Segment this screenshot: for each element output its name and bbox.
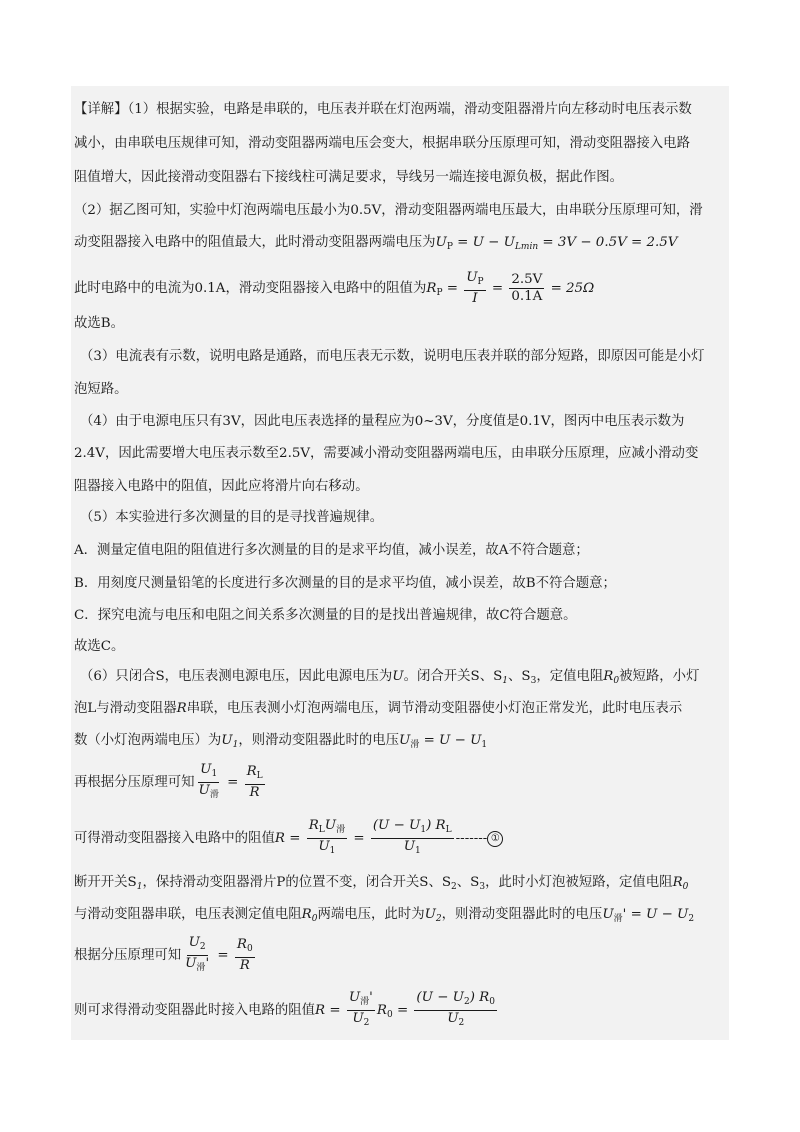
para2-line4: 故选B。 <box>74 316 125 331</box>
option-b: B．用刻度尺测量铅笔的长度进行多次测量的目的是求平均值，减小误差，故B不符合题意； <box>74 576 616 591</box>
para4-line2: 2.4V，因此需要增大电压表示数至2.5V，需要减小滑动变阻器两端电压，由串联分压原理，应减小滑动变 <box>74 446 699 461</box>
option-c: C．探究电流与电压和电阻之间关系多次测量的目的是找出普遍规律，故C符合题意。 <box>74 608 577 623</box>
para3-line1: （3）电流表有示数，说明电路是通路，而电压表无示数，说明电压表并联的部分短路，即原因可能是小灯 <box>80 349 705 364</box>
para1-line1: 【详解】（1）根据实验，电路是串联的，电压表并联在灯泡两端，滑动变阻器滑片向左移动时电压表示数 <box>74 102 692 117</box>
para2-line2: 动变阻器接入电路中的阻值最大，此时滑动变阻器两端电压为$U_P = U - U_{Lmin} = 3V - 0.5V = 2.5V$ <box>74 235 678 252</box>
para6-line5: 可得滑动变阻器接入电路中的阻值R = $\frac{R_LU_滑}{U_1}$ = $\frac{(U - U_1) R_L}{U_1}$ ------- ① <box>74 818 503 859</box>
eq-up: $U_P = U - U_{Lmin}$ <box>435 235 539 252</box>
para6-line1: （6）只闭合S，电压表测电源电压，因此电源电压为U。闭合开关S、$S_1$、$S_3$，定值电阻$R_0$被短路，小灯 <box>80 669 700 686</box>
para2-line1: （2）据乙图可知，实验中灯泡两端电压最小为0.5V，滑动变阻器两端电压最大，由串联分压原理可知，滑 <box>74 203 703 218</box>
para4-line3: 阻器接入电路中的阻值，因此应将滑片向右移动。 <box>74 479 369 494</box>
para6-line3: 数（小灯泡两端电压）为$U_1$，则滑动变阻器此时的电压$U_滑 = U - U_1$ <box>74 733 488 750</box>
para6-line8: 根据分压原理可知 $\frac{U_2}{U_滑'}$ = $\frac{R_0}{R}$ <box>74 935 253 973</box>
detail-label: 【详解】 <box>74 102 128 117</box>
para3-line2: 泡短路。 <box>74 382 128 397</box>
para5-line2: 故选C。 <box>74 639 125 654</box>
option-a: A．测量定值电阻的阻值进行多次测量的目的是求平均值，减小误差，故A不符合题意； <box>74 543 589 558</box>
para1-line3: 阻值增大，因此接滑动变阻器右下接线柱可满足要求，导线另一端连接电源负极，据此作图。 <box>74 170 624 185</box>
para2-line3: 此时电路中的电流为0.1A，滑动变阻器接入电路中的阻值为$R_P$ = $\frac{U_P}{I}$ = $\frac{2.5V}{0.1A}$ = 25Ω <box>74 270 595 306</box>
para6-line6: 断开开关$S_1$，保持滑动变阻器滑片P的位置不变，闭合开关S、$S_2$、$S_3$，此时小灯泡被短路，定值电阻$R_0$ <box>74 875 689 892</box>
eq-rp: $R_P$ = $\frac{U_P}{I}$ = $\frac{2.5V}{0.1A}$ <box>426 270 543 306</box>
para6-line4: 再根据分压原理可知 $\frac{U_1}{U_滑}$ = $\frac{R_L}{R}$ <box>74 762 263 800</box>
para6-line9: 则可求得滑动变阻器此时接入电路的阻值R = $\frac{U_滑'}{U_2}$ $R_0$ = $\frac{(U - U_2) R_0}{U_2}$ <box>74 990 495 1028</box>
para5-line1: （5）本实验进行多次测量的目的是寻找普遍规律。 <box>80 510 384 525</box>
para6-line2: 泡L与滑动变阻器R串联，电压表测小灯泡两端电压，调节滑动变阻器使小灯泡正常发光，此时电压表示 <box>74 701 683 716</box>
para1-line2: 减小，由串联电压规律可知，滑动变阻器两端电压会变大，根据串联分压原理可知，滑动变阻器接入电路 <box>74 136 690 151</box>
circle-one-marker: ① <box>487 831 503 847</box>
para6-line7: 与滑动变阻器串联，电压表测定值电阻$R_0$两端电压，此时为$U_2$，则滑动变阻器此时的电压$U_滑' = U - U_2$ <box>74 907 695 924</box>
para4-line1: （4）由于电源电压只有3V，因此电压表选择的量程应为0~3V，分度值是0.1V，图丙中电压表示数为 <box>80 414 685 429</box>
